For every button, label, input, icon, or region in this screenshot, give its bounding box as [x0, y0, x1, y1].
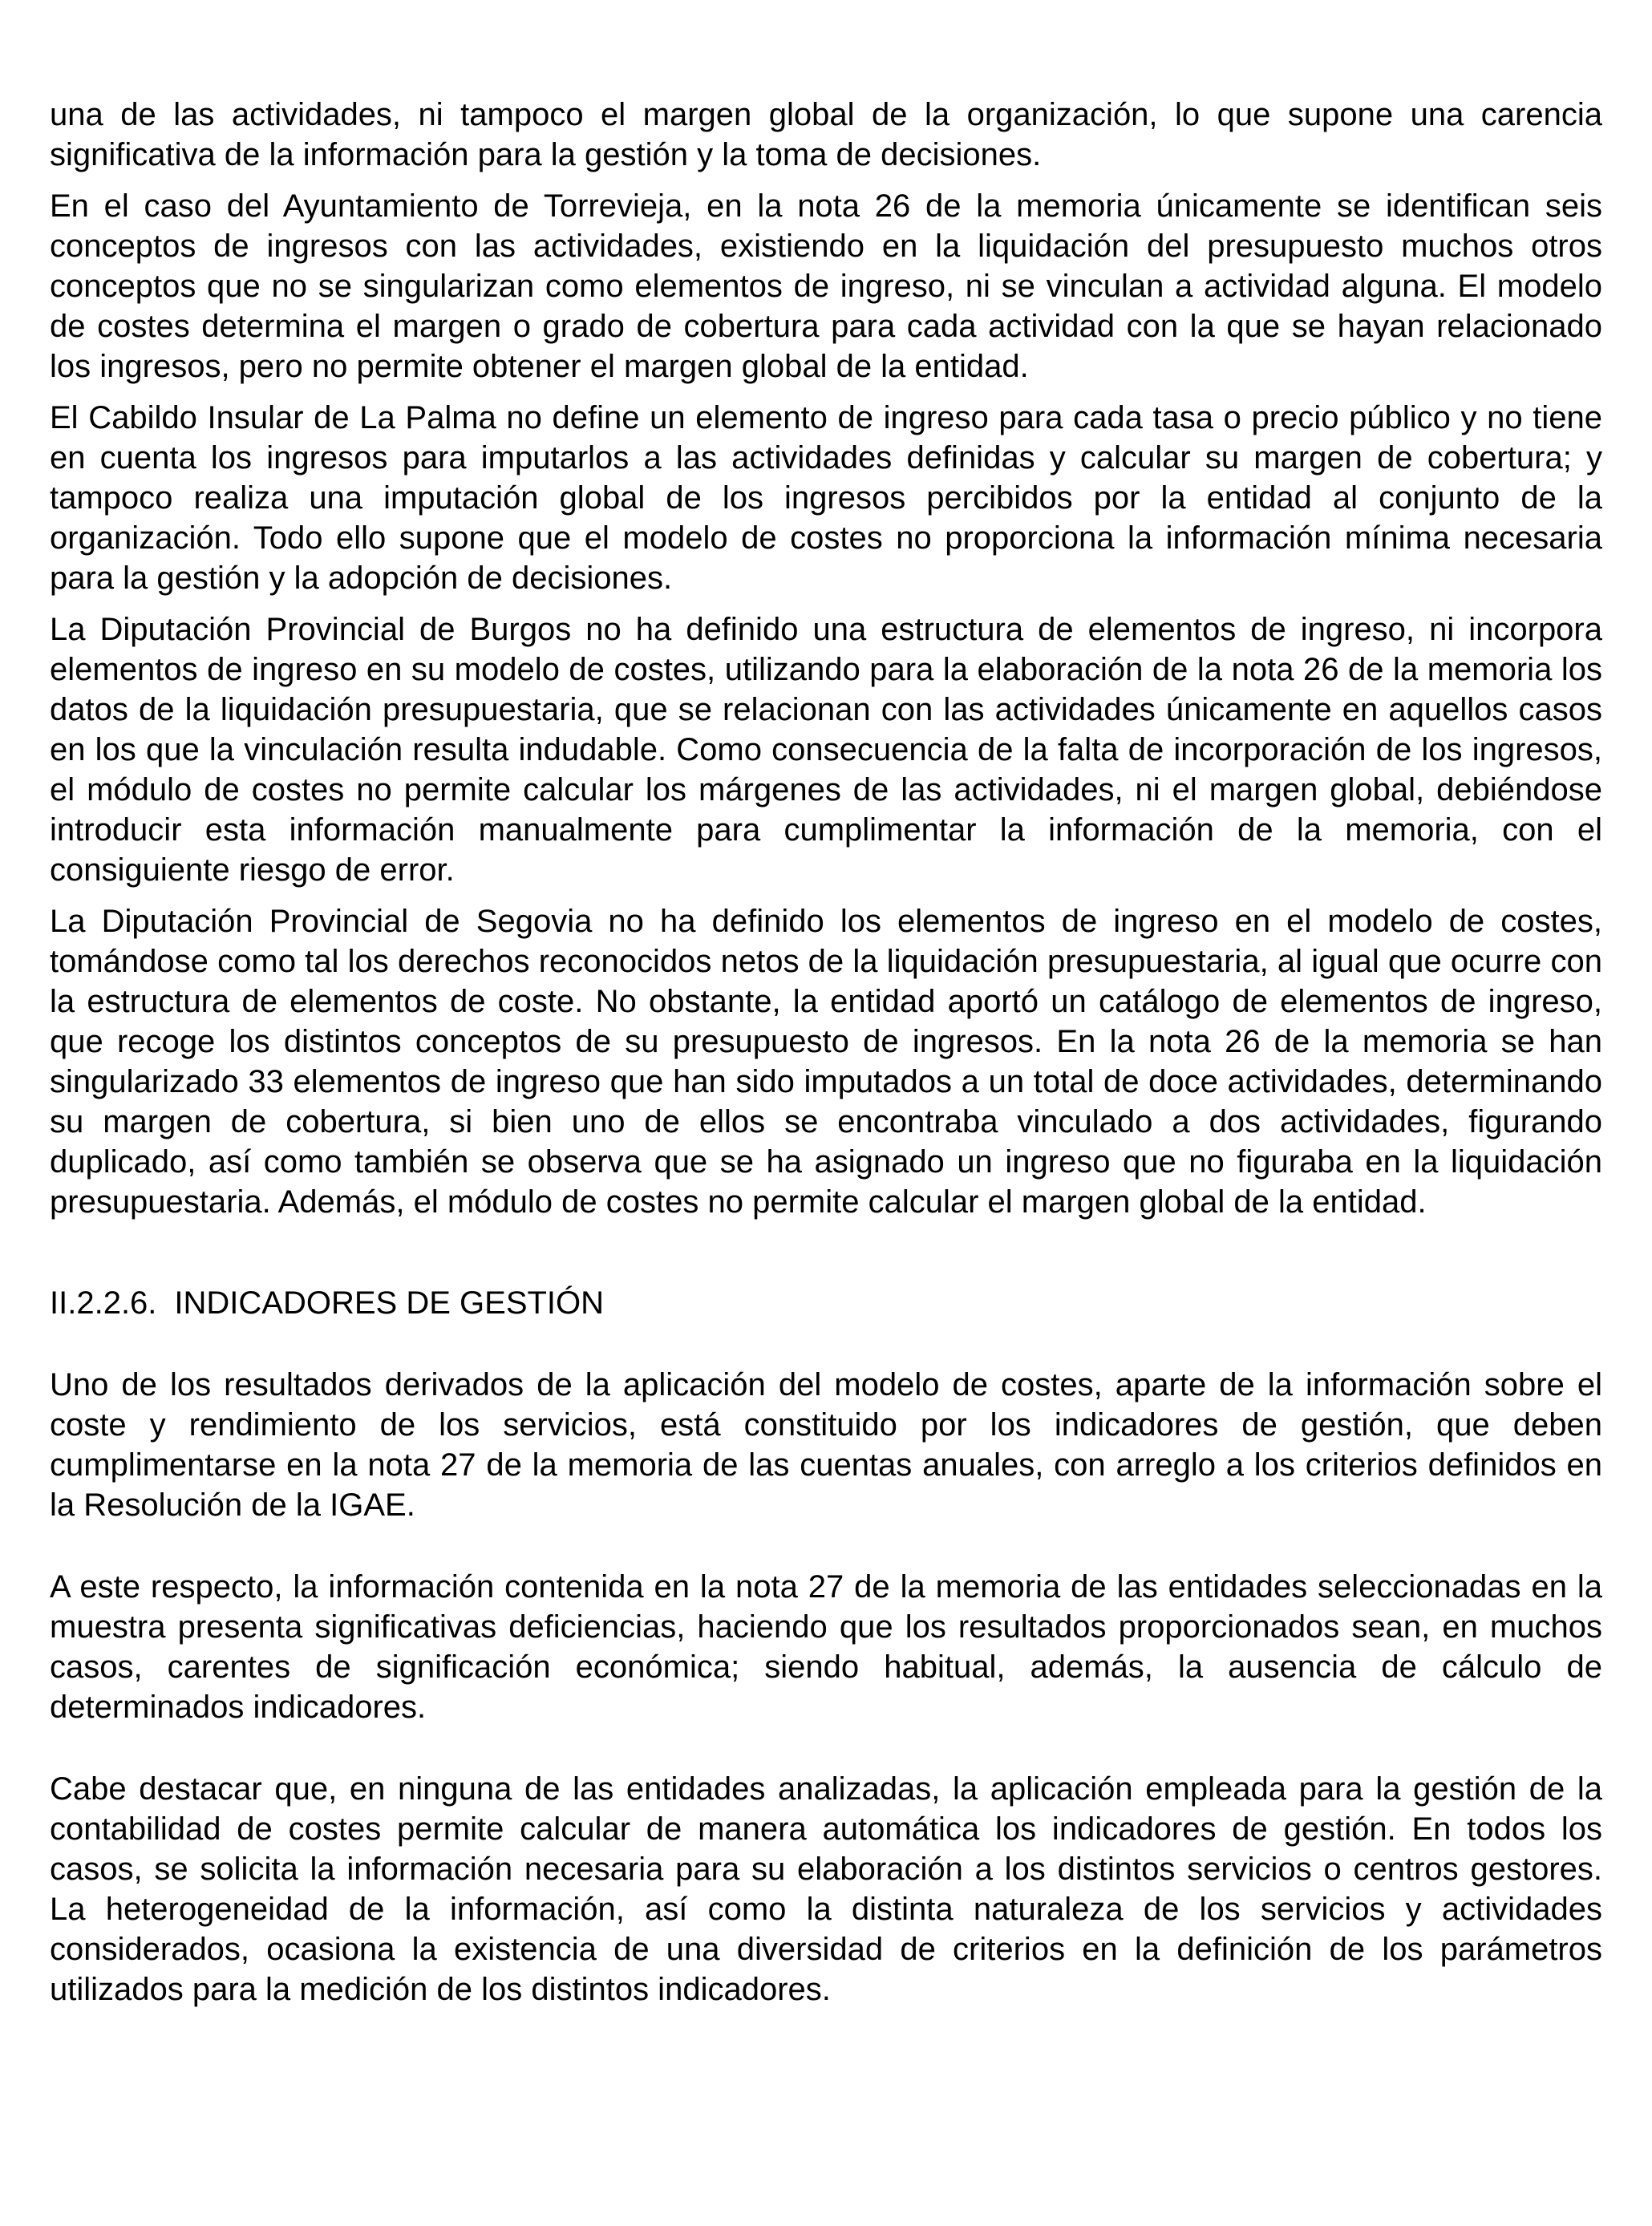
document-page	[50, 95, 1602, 2009]
paragraph-deficiencias: A este respecto, la información contenida en la nota 27 de la memoria de las entidades seleccionadas en la muestra presenta significativas deficiencias, haciendo que los resultados proporcionados sean, en muchos casos, carentes de significación económica; siendo habitual, además, la ausencia de cálculo de determinados indicadores.	[50, 1569, 1602, 1725]
paragraph-indicadores-intro: Uno de los resultados derivados de la aplicación del modelo de costes, aparte de la información sobre el coste y rendimiento de los servicios, está constituido por los indicadores de gestión, que deben cumplimentarse en la nota 27 de la memoria de las cuentas anuales, con arreglo a los criterios definidos en la Resolución de la IGAE.	[50, 1367, 1602, 1523]
paragraph-calculo-automatico: Cabe destacar que, en ninguna de las entidades analizadas, la aplicación empleada para la gestión de la contabilidad de costes permite calcular de manera automática los indicadores de gestión. En todos los casos, se solicita la información necesaria para su elaboración a los distintos servicios o centros gestores. La heterogeneidad de la información, así como la distinta naturaleza de los servicios y actividades considerados, ocasiona la existencia de una diversidad de criterios en la definición de los parámetros utilizados para la medición de los distintos indicadores.	[50, 1771, 1602, 2007]
section-title: INDICADORES DE GESTIÓN	[174, 1285, 605, 1321]
section-heading	[50, 1283, 1602, 1323]
paragraph-segovia: La Diputación Provincial de Segovia no ha definido los elementos de ingreso en el modelo de costes, tomándose como tal los derechos reconocidos netos de la liquidación presupuestaria, al igual que ocurre con la estructura de elementos de coste. No obstante, la entidad aportó un catálogo de elementos de ingreso, que recoge los distintos conceptos de su presupuesto de ingresos. En la nota 26 de la memoria se han singularizado 33 elementos de ingreso que han sido imputados a un total de doce actividades, determinando su margen de cobertura, si bien uno de ellos se encontraba vinculado a dos actividades, figurando duplicado, así como también se observa que se ha asignado un ingreso que no figuraba en la liquidación presupuestaria. Además, el módulo de costes no permite calcular el margen global de la entidad.	[50, 904, 1602, 1220]
paragraph-actividades-margen: una de las actividades, ni tampoco el margen global de la organización, lo que supone una carencia significativa de la información para la gestión y la toma de decisiones.	[50, 97, 1602, 172]
paragraph-la-palma: El Cabildo Insular de La Palma no define un elemento de ingreso para cada tasa o precio público y no tiene en cuenta los ingresos para imputarlos a las actividades definidas y calcular su margen de cobertura; y tampoco realiza una imputación global de los ingresos percibidos por la entidad al conjunto de la organización. Todo ello supone que el modelo de costes no proporciona la información mínima necesaria para la gestión y la adopción de decisiones.	[50, 400, 1602, 596]
paragraph-torrevieja: En el caso del Ayuntamiento de Torrevieja, en la nota 26 de la memoria únicamente se identifican seis conceptos de ingresos con las actividades, existiendo en la liquidación del presupuesto muchos otros conceptos que no se singularizan como elementos de ingreso, ni se vinculan a actividad alguna. El modelo de costes determina el margen o grado de cobertura para cada actividad con la que se hayan relacionado los ingresos, pero no permite obtener el margen global de la entidad.	[50, 188, 1602, 384]
paragraph-burgos: La Diputación Provincial de Burgos no ha definido una estructura de elementos de ingreso, ni incorpora elementos de ingreso en su modelo de costes, utilizando para la elaboración de la nota 26 de la memoria los datos de la liquidación presupuestaria, que se relacionan con las actividades únicamente en aquellos casos en los que la vinculación resulta indudable. Como consecuencia de la falta de incorporación de los ingresos, el módulo de costes no permite calcular los márgenes de las actividades, ni el margen global, debiéndose introducir esta información manualmente para cumplimentar la información de la memoria, con el consiguiente riesgo de error.	[50, 612, 1602, 888]
section-number: II.2.2.6.	[50, 1285, 157, 1321]
